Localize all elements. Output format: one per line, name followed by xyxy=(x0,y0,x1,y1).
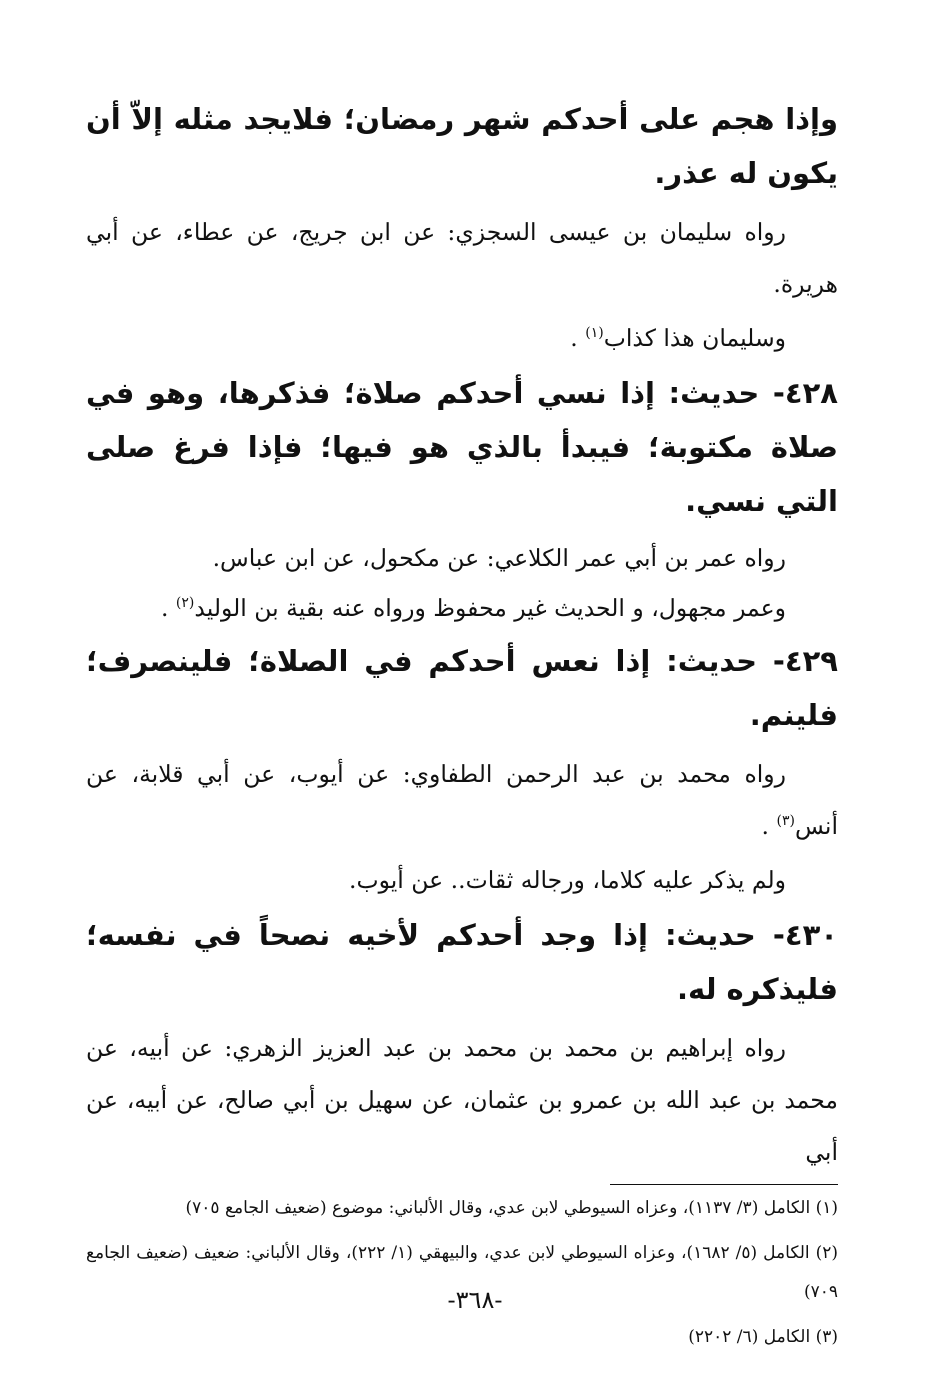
footnote-3: (٣) الكامل (٦/ ٢٢٠٢) xyxy=(688,1327,838,1347)
narration-paragraph: رواه سليمان بن عيسى السجزي: عن ابن جريج، عن عطاء، عن أبي هريرة. xyxy=(86,218,838,298)
commentary-paragraph-428: وعمر مجهول، و الحديث غير محفوظ ورواه عنه بقية بن الوليد$^{(٢)}$ . xyxy=(160,594,786,622)
footnote-separator xyxy=(610,1184,838,1185)
narration-paragraph-430: رواه إبراهيم بن محمد بن محمد بن عبد العزيز الزهري: عن أبيه، عن محمد بن عبد الله بن عمرو بن عثمان، عن سهيل بن أبي صالح، عن أبيه، عن أبي xyxy=(86,1034,838,1166)
commentary-paragraph: وسليمان هذا كذاب$^{(١)}$ . xyxy=(570,324,786,352)
footnote-ref-2[interactable]: (٢) xyxy=(175,595,195,612)
footnote-ref-1[interactable]: (١) xyxy=(585,325,604,342)
hadith-heading-continued: وإذا هجم على أحدكم شهر رمضان؛ فلايجد مثله إلاّ أن يكون له عذر. xyxy=(86,102,838,190)
hadith-heading-428: ٤٢٨- حديث: إذا نسي أحدكم صلاة؛ فذكرها، وهو في صلاة مكتوبة؛ فيبدأ بالذي هو فيها؛ فإذا فرغ صلى التي نسي. xyxy=(86,376,838,518)
footnote-ref-3[interactable]: (٣) xyxy=(776,813,795,830)
hadith-heading-429: ٤٢٩- حديث: إذا نعس أحدكم في الصلاة؛ فلينصرف؛ فلينم. xyxy=(86,644,838,732)
commentary-paragraph-429: ولم يذكر عليه كلاما، ورجاله ثقات.. عن أيوب. xyxy=(348,866,786,894)
footnote-2: (٢) الكامل (٥/ ١٦٨٢)، وعزاه السيوطي لابن عدي، والبيهقي (١/ ٢٢٢)، وقال الألباني: ضعيف (ضعيف الجامع ٧٠٩) xyxy=(86,1243,839,1302)
page-number: -٣٦٨- xyxy=(447,1286,503,1314)
commentary-text: وسليمان هذا كذاب xyxy=(603,324,786,352)
footnote-1: (١) الكامل (٣/ ١١٣٧)، وعزاه السيوطي لابن عدي، وقال الألباني: موضوع (ضعيف الجامع ٧٠٥) xyxy=(185,1198,838,1218)
narration-text-429: رواه محمد بن عبد الرحمن الطفاوي: عن أيوب، عن أبي قلابة، عن أنس xyxy=(86,760,838,840)
narration-paragraph-429: رواه محمد بن عبد الرحمن الطفاوي: عن أيوب، عن أبي قلابة، عن أنس$^{(٣)}$ . xyxy=(86,760,838,840)
commentary-text-428: وعمر مجهول، و الحديث غير محفوظ ورواه عنه بقية بن الوليد xyxy=(194,594,786,622)
page-body xyxy=(86,92,838,1363)
hadith-heading-430: ٤٣٠- حديث: إذا وجد أحدكم لأخيه نصحاً في نفسه؛ فليذكره له. xyxy=(86,918,838,1006)
narration-paragraph-428: رواه عمر بن أبي عمر الكلاعي: عن مكحول، عن ابن عباس. xyxy=(212,544,786,572)
